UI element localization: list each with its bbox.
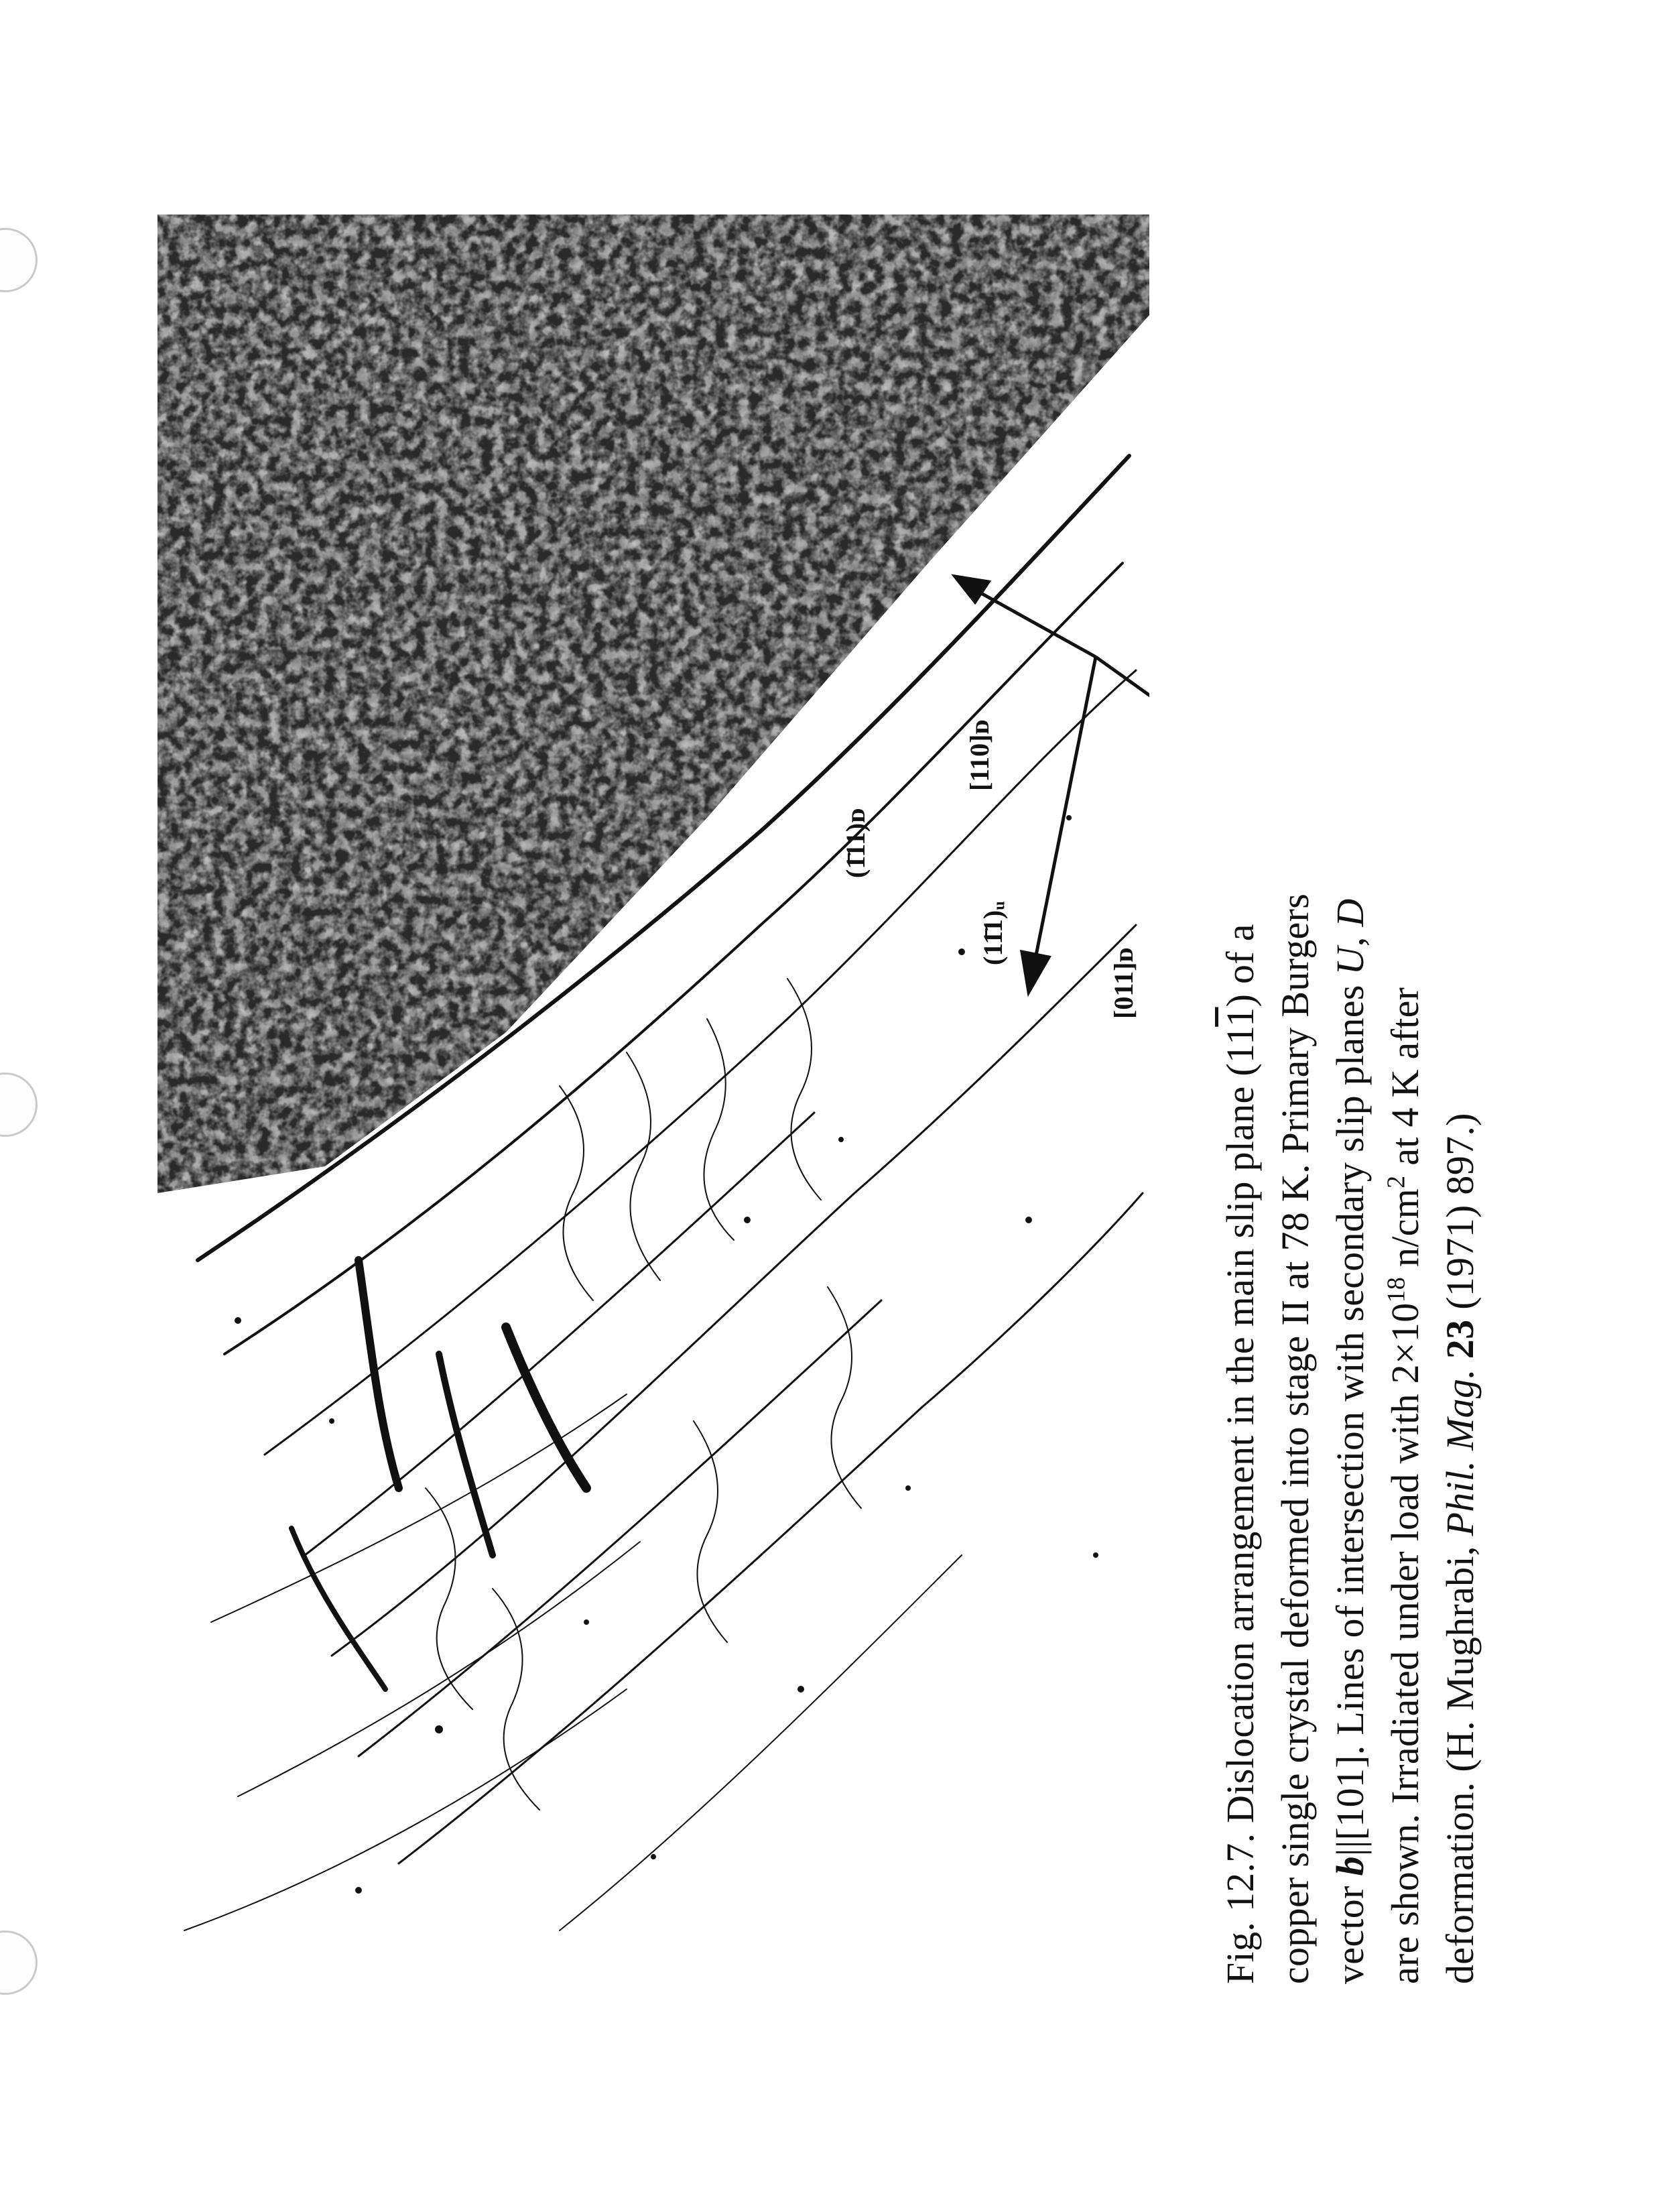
micrograph-image [157,214,1149,1984]
figure-caption [1213,214,1488,1984]
electron-micrograph [157,214,1149,1984]
label-plane-d: (1̄11)ᴅ [840,807,871,878]
caption-line-2: copper single crystal deformed into stage II at 78 K. Primary Burgers [1273,893,1317,1984]
caption-line-3: vector b||[101]. Lines of intersection with secondary slip planes U, D [1328,898,1372,1984]
label-plane-u: (11̄1)ᵤ [978,901,1008,965]
label-110-d: [110]ᴅ [964,719,995,791]
caption-line-4: are shown. Irradiated under load with $2\times 10^{18}$ $n/cm^2$ at 4 K after [1382,987,1427,1984]
figure-caption-frame [1213,214,1481,1984]
punch-hole [0,228,38,292]
label-011-d: [011]ᴅ [1108,946,1139,1019]
caption-line-5: deformation. (H. Mughrabi, Phil. Mag. 23 (1971) 897.) [1438,1113,1482,1984]
punch-hole [0,1072,38,1137]
caption-line-1: Fig. 12.7. Dislocation arrangement in the main slip plane (111) of a [1218,924,1262,1984]
punch-hole [0,1930,38,1995]
